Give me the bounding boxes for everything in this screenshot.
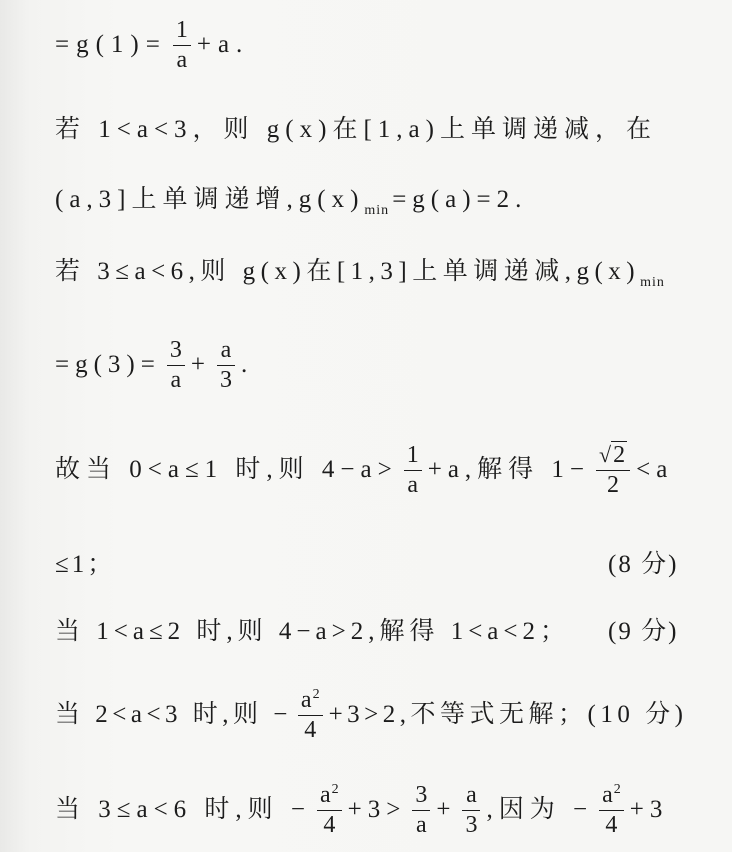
line-text: (a,3]上单调递增,g(x)	[55, 186, 365, 213]
subscript-min: min	[364, 203, 390, 218]
score-points: (9 分)	[608, 618, 679, 645]
fraction-numerator	[298, 687, 323, 716]
fraction	[596, 442, 630, 499]
line-text: +	[190, 351, 211, 378]
solution-line	[55, 685, 687, 745]
fraction	[599, 782, 624, 839]
fraction-numerator	[317, 782, 342, 811]
solution-line	[55, 602, 679, 662]
fraction-numerator: a	[462, 782, 480, 811]
fraction-denominator: 3	[219, 366, 232, 393]
square-root-radicand: 2	[613, 441, 626, 468]
fraction	[298, 687, 323, 744]
fraction-numerator: a	[217, 337, 235, 366]
fraction-numerator: 1	[173, 17, 191, 46]
line-text: 若 1<a<3，则 g(x)在[1,a)上单调递减，在	[55, 116, 657, 143]
score-points: (10 分)	[587, 701, 688, 728]
solution-line	[55, 170, 527, 230]
fraction-denominator: 4	[323, 811, 336, 838]
line-text: 当 1<a≤2 时,则 4−a>2,解得 1<a<2；	[55, 618, 571, 645]
fraction	[217, 337, 235, 394]
solution-line	[55, 242, 668, 302]
solution-line	[55, 15, 249, 75]
line-text: 若 3≤a<6,则 g(x)在[1,3]上单调递减,g(x)	[55, 258, 641, 285]
fraction-numerator	[596, 442, 630, 471]
fraction-denominator: 2	[607, 471, 620, 498]
exponent: 2	[613, 781, 621, 797]
solution-line	[55, 335, 253, 395]
line-text: =g(a)=2.	[392, 186, 528, 213]
fraction-denominator: a	[170, 366, 182, 393]
line-text: +a.	[196, 31, 250, 58]
fraction	[462, 782, 480, 839]
line-text: 当 3≤a<6 时,则 −	[55, 796, 312, 823]
fraction	[173, 17, 191, 74]
exponent: 2	[312, 686, 320, 702]
line-text: <a	[636, 456, 674, 483]
fraction-denominator: a	[176, 46, 188, 73]
line-text: =g(1)=	[55, 31, 167, 58]
subscript-min: min	[640, 275, 665, 290]
numerator-base: a	[300, 686, 312, 713]
line-text: +3>	[347, 796, 407, 823]
fraction-numerator	[599, 782, 624, 811]
numerator-base: a	[602, 781, 613, 808]
numerator-base: a	[320, 781, 331, 808]
square-root-sign: √	[599, 441, 612, 467]
line-text: 当 2<a<3 时,则 −	[55, 701, 292, 728]
line-text: +	[436, 796, 457, 823]
solution-line	[55, 440, 673, 500]
fraction-numerator: 3	[412, 782, 430, 811]
solution-line	[55, 780, 668, 840]
line-text: 故当 0<a≤1 时,则 4−a>	[55, 456, 398, 483]
fraction-denominator: a	[407, 471, 419, 498]
line-text: ,因为 −	[486, 796, 594, 823]
exponent: 2	[331, 781, 339, 797]
fraction	[412, 782, 430, 839]
line-text: +3	[629, 796, 669, 823]
score-points: (8 分)	[608, 551, 679, 578]
fraction-numerator: 1	[404, 442, 422, 471]
line-text: +a,解得 1−	[427, 456, 591, 483]
line-text: .	[240, 351, 254, 378]
line-text: +3>2,不等式无解；	[328, 701, 588, 728]
fraction	[167, 337, 185, 394]
line-text: ≤1；	[55, 551, 116, 578]
fraction-numerator: 3	[167, 337, 185, 366]
fraction	[317, 782, 342, 839]
fraction	[404, 442, 422, 499]
fraction-denominator: a	[416, 811, 427, 838]
fraction-denominator: 3	[465, 811, 478, 838]
line-text: =g(3)=	[55, 351, 161, 378]
solution-line	[55, 100, 657, 160]
solution-line	[55, 535, 679, 595]
fraction-denominator: 4	[304, 716, 317, 743]
fraction-denominator: 4	[605, 811, 618, 838]
